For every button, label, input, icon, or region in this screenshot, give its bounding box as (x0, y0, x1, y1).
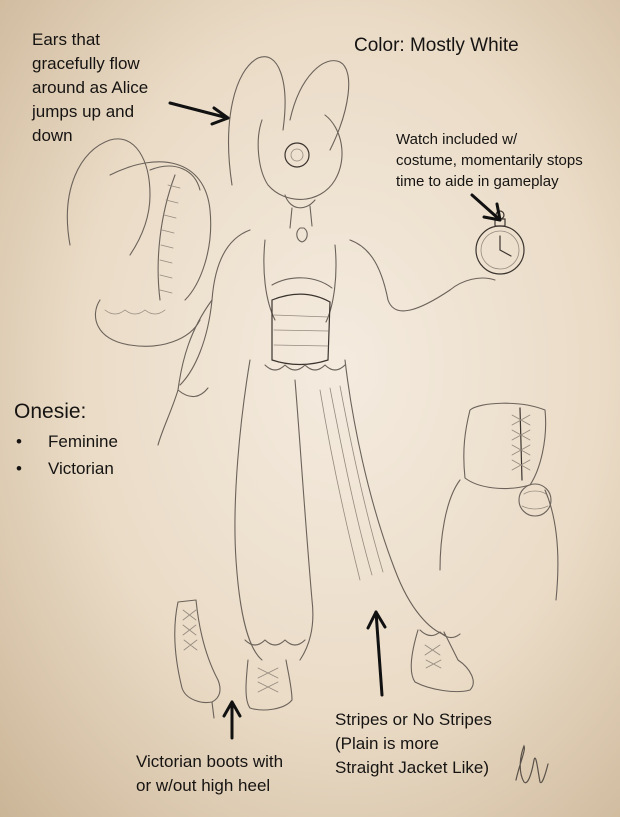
ears-note-line: down (32, 126, 73, 145)
boots-note-line: Victorian boots with (136, 752, 284, 771)
hood-front-view (229, 57, 349, 242)
color-note: Color: Mostly White (354, 35, 519, 56)
watch-note-line: Watch included w/ (396, 131, 518, 148)
annotation-arrows (170, 103, 500, 738)
arrow-stripes (368, 612, 385, 695)
stripes-note-line: Stripes or No Stripes (335, 710, 492, 729)
stripes-note-line: Straight Jacket Like) (335, 758, 490, 777)
stripes-note-line: (Plain is more (335, 734, 439, 753)
arrow-boots (224, 702, 240, 738)
onesie-heading: Onesie: (14, 400, 87, 423)
arrow-watch (472, 195, 500, 220)
ears-note-line: around as Alice (32, 78, 149, 97)
artist-signature (510, 742, 552, 790)
boots (175, 600, 473, 718)
ears-note (32, 28, 148, 148)
stripes-note (335, 708, 492, 780)
ears-note-line: Ears that (32, 30, 101, 49)
arrow-ears (170, 103, 228, 124)
boots-note-line: or w/out high heel (136, 776, 271, 795)
hood-side-view (67, 139, 210, 346)
onesie-point: • Victorian (14, 455, 118, 482)
back-view (440, 403, 558, 600)
ears-note-line: gracefully flow (32, 54, 140, 73)
boots-note (136, 750, 283, 798)
watch-note (396, 129, 583, 192)
ears-note-line: jumps up and (32, 102, 135, 121)
onesie-list (14, 428, 118, 482)
watch-note-line: costume, momentarily stops (396, 152, 583, 169)
onesie-body (158, 230, 495, 660)
watch-note-line: time to aide in gameplay (396, 173, 559, 190)
onesie-point: • Feminine (14, 428, 118, 455)
